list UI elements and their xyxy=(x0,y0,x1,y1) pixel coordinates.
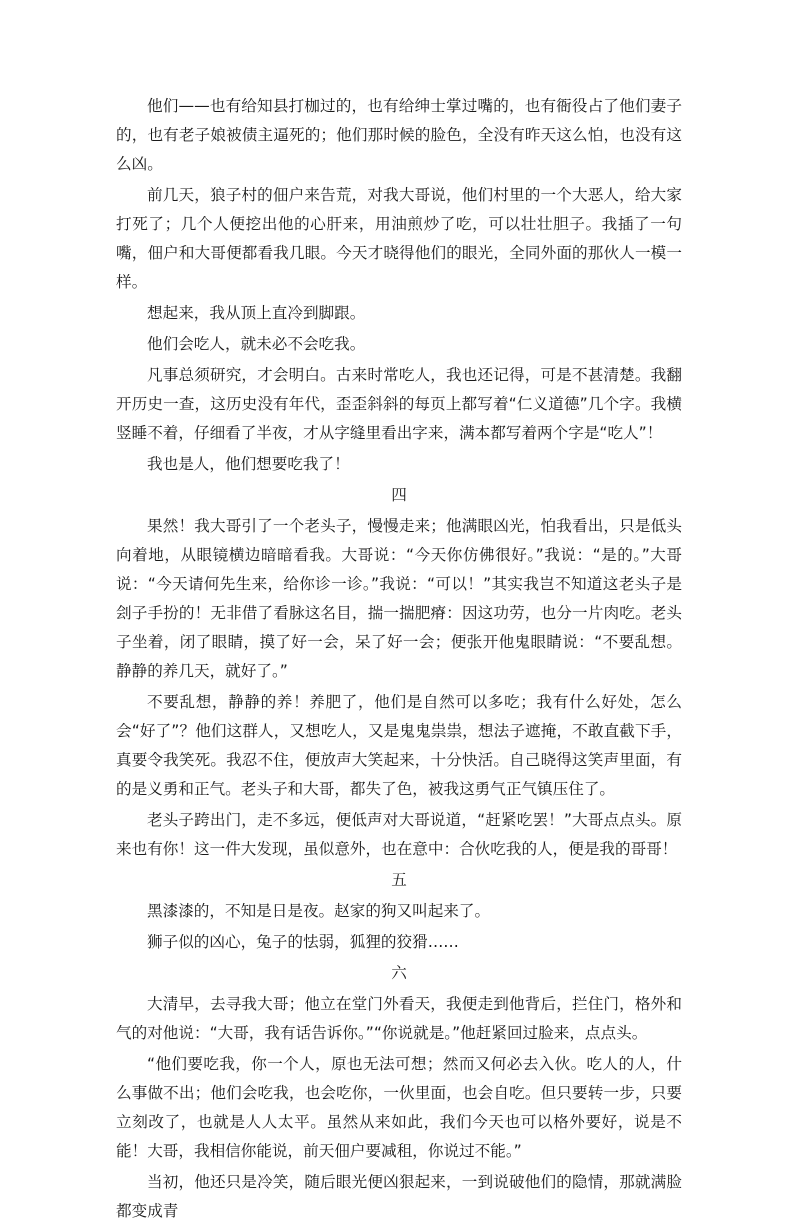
document-page xyxy=(116,92,682,1226)
section-heading-6: 六 xyxy=(391,964,407,982)
paragraph: 老头子跨出门，走不多远，便低声对大哥说道，“赶紧吃罢！”大哥点点头。原来也有你！这一件大发现，虽似意外，也在意中：合伙吃我的人，便是我的哥哥！ xyxy=(116,811,682,858)
paragraph: 狮子似的凶心，兔子的怯弱，狐狸的狡猾…… xyxy=(147,933,459,951)
paragraph: 他们——也有给知县打枷过的，也有给绅士掌过嘴的，也有衙役占了他们妻子的，也有老子娘被债主逼死的；他们那时候的脸色，全没有昨天这么怕，也没有这么凶。 xyxy=(116,97,682,173)
paragraph: 前几天，狼子村的佃户来告荒，对我大哥说，他们村里的一个大恶人，给大家打死了；几个人便挖出他的心肝来，用油煎炒了吃，可以壮壮胆子。我插了一句嘴，佃户和大哥便都看我几眼。今天才晓得他们的眼光，全同外面的那伙人一模一样。 xyxy=(116,186,682,291)
paragraph: 他们会吃人，就未必不会吃我。 xyxy=(147,335,366,353)
paragraph: 凡事总须研究，才会明白。古来时常吃人，我也还记得，可是不甚清楚。我翻开历史一查，这历史没有年代，歪歪斜斜的每页上都写着“仁义道德”几个字。我横竖睡不着，仔细看了半夜，才从字缝里看出字来，满本都写着两个字是“吃人”！ xyxy=(116,366,682,442)
paragraph: 黑漆漆的，不知是日是夜。赵家的狗又叫起来了。 xyxy=(147,902,491,920)
paragraph: 当初，他还只是冷笑，随后眼光便凶狠起来，一到说破他们的隐情，那就满脸都变成青 xyxy=(116,1173,682,1220)
section-heading-4: 四 xyxy=(391,486,407,504)
paragraph: 不要乱想，静静的养！养肥了，他们是自然可以多吃；我有什么好处，怎么会“好了”？他们这群人，又想吃人，又是鬼鬼祟祟，想法子遮掩，不敢直截下手，真要令我笑死。我忍不住，便放声大笑起来，十分快活。自己晓得这笑声里面，有的是义勇和正气。老头子和大哥，都失了色，被我这勇气正气镇压住了。 xyxy=(116,693,682,798)
paragraph: 我也是人，他们想要吃我了！ xyxy=(147,455,350,473)
paragraph: 大清早，去寻我大哥；他立在堂门外看天，我便走到他背后，拦住门，格外和气的对他说：“大哥，我有话告诉你。”“你说就是。”他赶紧回过脸来，点点头。 xyxy=(116,995,682,1042)
paragraph: 果然！我大哥引了一个老头子，慢慢走来；他满眼凶光，怕我看出，只是低头向着地，从眼镜横边暗暗看我。大哥说：“今天你仿佛很好。”我说：“是的。”大哥说：“今天请何先生来，给你诊一诊。”我说：“可以！”其实我岂不知道这老头子是刽子手扮的！无非借了看脉这名目，揣一揣肥瘠：因这功劳，也分一片肉吃。老头子坐着，闭了眼睛，摸了好一会，呆了好一会；便张开他鬼眼睛说：“不要乱想。静静的养几天，就好了。” xyxy=(116,517,682,680)
paragraph: “他们要吃我，你一个人，原也无法可想；然而又何必去入伙。吃人的人，什么事做不出；他们会吃我，也会吃你，一伙里面，也会自吃。但只要转一步，只要立刻改了，也就是人人太平。虽然从来如此，我们今天也可以格外要好，说是不能！大哥，我相信你能说，前天佃户要减租，你说过不能。” xyxy=(116,1055,682,1160)
section-heading-5: 五 xyxy=(391,871,407,889)
paragraph: 想起来，我从顶上直冷到脚跟。 xyxy=(147,304,366,322)
